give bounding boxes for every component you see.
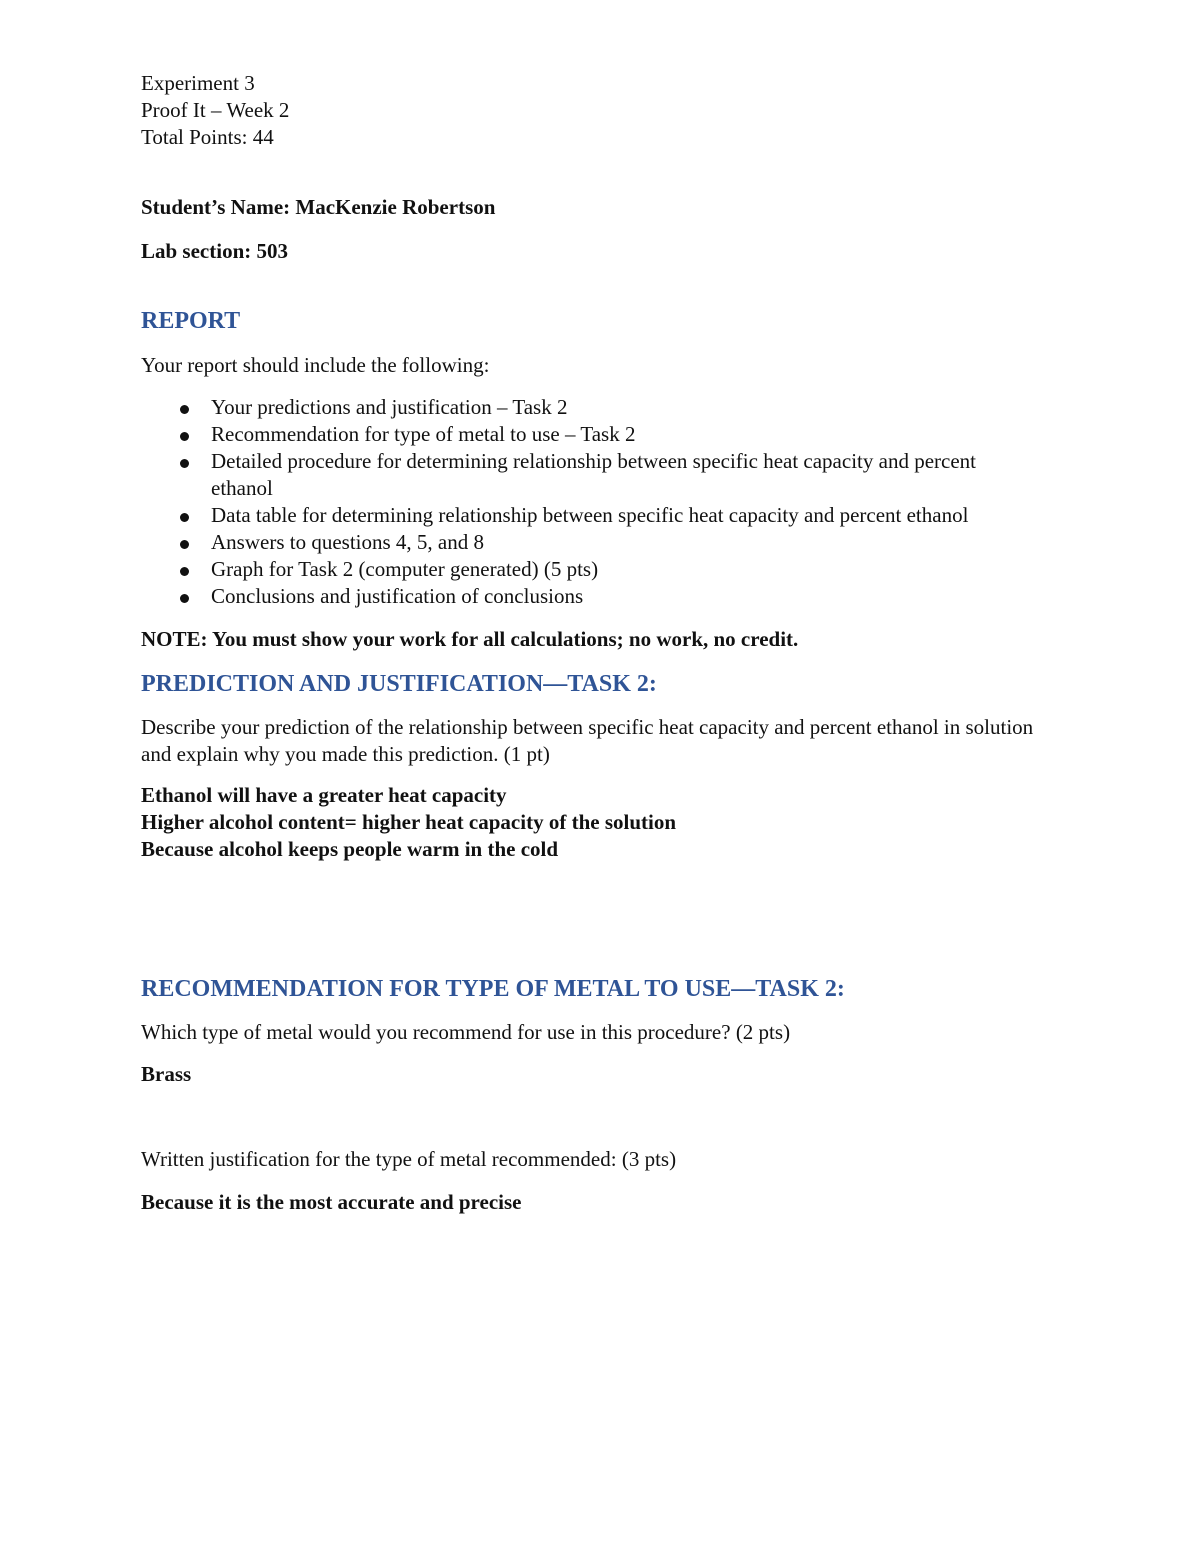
report-heading: REPORT xyxy=(141,308,241,334)
list-item: Graph for Task 2 (computer generated) (5 pts) xyxy=(141,556,1061,583)
bullet-icon xyxy=(180,594,189,603)
recommendation-prompt: Which type of metal would you recommend for use in this procedure? (2 pts) xyxy=(141,1020,791,1044)
document-page xyxy=(141,70,1061,1216)
prediction-answer-3: Because alcohol keeps people warm in the cold xyxy=(141,837,559,861)
student-name: Student’s Name: MacKenzie Robertson xyxy=(141,195,496,219)
prediction-answer-2: Higher alcohol content= higher heat capacity of the solution xyxy=(141,810,677,834)
justification-prompt: Written justification for the type of metal recommended: (3 pts) xyxy=(141,1147,677,1171)
experiment-title: Experiment 3 xyxy=(141,71,255,95)
report-intro: Your report should include the following: xyxy=(141,353,490,377)
list-item: Conclusions and justification of conclusions xyxy=(141,583,1061,610)
list-item: Recommendation for type of metal to use – Task 2 xyxy=(141,421,1061,448)
lab-section: Lab section: 503 xyxy=(141,239,288,263)
bullet-icon xyxy=(180,432,189,441)
list-item: Answers to questions 4, 5, and 8 xyxy=(141,529,1061,556)
bullet-icon xyxy=(180,567,189,576)
prediction-heading: PREDICTION AND JUSTIFICATION—TASK 2: xyxy=(141,671,657,697)
prediction-answer-1: Ethanol will have a greater heat capacity xyxy=(141,783,507,807)
recommendation-heading: RECOMMENDATION FOR TYPE OF METAL TO USE—TASK 2: xyxy=(141,976,845,1002)
list-item: Your predictions and justification – Task 2 xyxy=(141,394,1061,421)
bullet-icon xyxy=(180,513,189,522)
week-title: Proof It – Week 2 xyxy=(141,98,290,122)
bullet-icon xyxy=(180,459,189,468)
bullet-icon xyxy=(180,540,189,549)
report-items-list xyxy=(141,394,1061,610)
justification-answer: Because it is the most accurate and precise xyxy=(141,1190,522,1214)
total-points: Total Points: 44 xyxy=(141,125,274,149)
recommendation-answer: Brass xyxy=(141,1062,192,1086)
list-item: Detailed procedure for determining relationship between specific heat capacity and percent ethanol xyxy=(141,448,1011,502)
prediction-prompt: Describe your prediction of the relationship between specific heat capacity and percent ethanol in solution and explain why you made this prediction. (1 pt) xyxy=(141,715,1034,766)
note-text: NOTE: You must show your work for all calculations; no work, no credit. xyxy=(141,627,799,651)
bullet-icon xyxy=(180,405,189,414)
list-item: Data table for determining relationship between specific heat capacity and percent ethanol xyxy=(141,502,1011,529)
